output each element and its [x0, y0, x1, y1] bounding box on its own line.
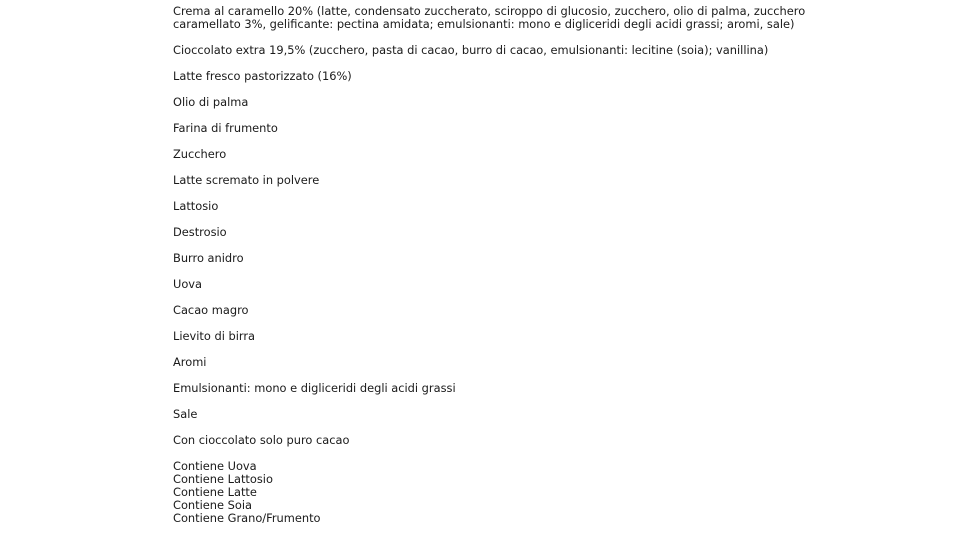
ingredient-item: Uova — [173, 277, 203, 291]
allergen-item: Contiene Uova — [173, 459, 257, 473]
ingredient-item: Zucchero — [173, 147, 227, 161]
allergen-list — [173, 460, 833, 525]
ingredient-item: Sale — [173, 407, 198, 421]
ingredient-item: Emulsionanti: mono e digliceridi degli acidi grassi — [173, 381, 456, 395]
ingredient-item: Crema al caramello 20% (latte, condensato zuccherato, sciroppo di glucosio, zucchero, olio di palma, zucchero caramellato 3%, gelificante: pectina amidata; emulsionanti: mono e digliceridi degli acidi grassi; aromi, sale) — [173, 4, 806, 31]
ingredient-item: Latte scremato in polvere — [173, 173, 320, 187]
ingredient-item: Burro anidro — [173, 251, 244, 265]
ingredient-item: Latte fresco pastorizzato (16%) — [173, 69, 352, 83]
allergen-item: Contiene Grano/Frumento — [173, 511, 321, 525]
ingredients-list — [173, 5, 833, 525]
ingredient-item: Cacao magro — [173, 303, 249, 317]
ingredient-item: Lattosio — [173, 199, 219, 213]
ingredient-item: Farina di frumento — [173, 121, 278, 135]
allergen-item: Contiene Lattosio — [173, 472, 273, 486]
ingredient-item: Con cioccolato solo puro cacao — [173, 433, 350, 447]
ingredient-item: Lievito di birra — [173, 329, 256, 343]
ingredient-item: Olio di palma — [173, 95, 249, 109]
allergen-item: Contiene Soia — [173, 498, 252, 512]
ingredient-item: Cioccolato extra 19,5% (zucchero, pasta di cacao, burro di cacao, emulsionanti: lecitine (soia); vanillina) — [173, 43, 769, 57]
allergen-item: Contiene Latte — [173, 485, 257, 499]
ingredient-item: Destrosio — [173, 225, 227, 239]
ingredient-item: Aromi — [173, 355, 207, 369]
